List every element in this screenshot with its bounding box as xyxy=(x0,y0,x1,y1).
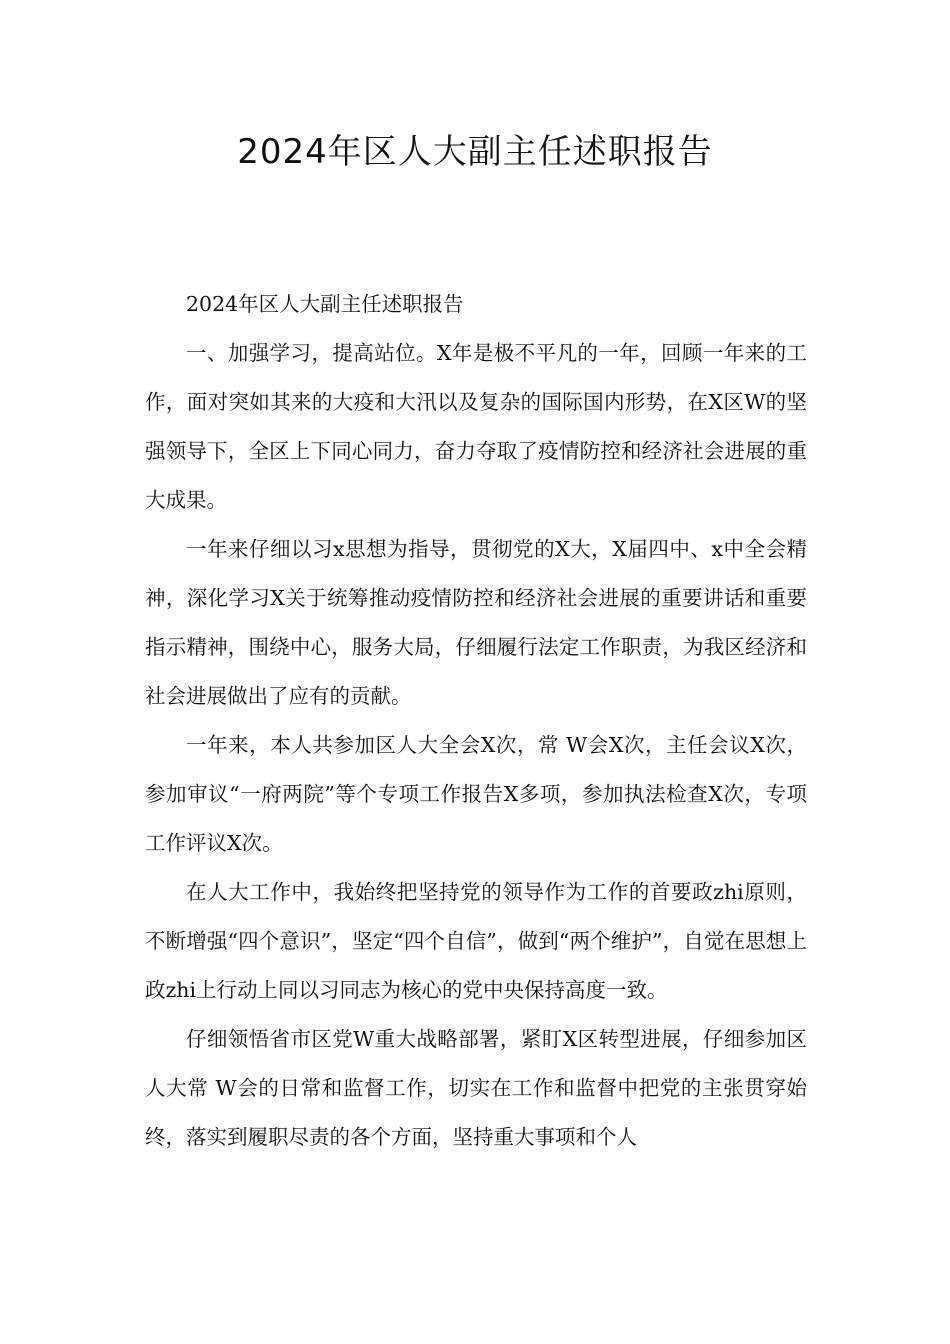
paragraph: 一年来仔细以习x思想为指导，贯彻党的X大，X届四中、x中全会精神，深化学习X关于统筹推动疫情防控和经济社会进展的重要讲话和重要指示精神，围绕中心，服务大局，仔细履行法定工作职责，为我区经济和社会进展做出了应有的贡献。 xyxy=(145,537,807,708)
paragraph: 2024年区人大副主任述职报告 xyxy=(186,292,464,316)
paragraph: 在人大工作中，我始终把坚持党的领导作为工作的首要政zhi原则，不断增强“四个意识”，坚定“四个自信”，做到“两个维护”，自觉在思想上政zhi上行动上同以习同志为核心的党中央保持高度一致。 xyxy=(145,880,807,1002)
document-title: 2024年区人大副主任述职报告 xyxy=(237,132,713,172)
paragraph: 仔细领悟省市区党W重大战略部署，紧盯X区转型进展，仔细参加区人大常 W会的日常和监督工作，切实在工作和监督中把党的主张贯穿始终，落实到履职尽责的各个方面，坚持重大事项和个人 xyxy=(145,1027,807,1149)
paragraph: 一、加强学习，提高站位。X年是极不平凡的一年，回顾一年来的工作，面对突如其来的大疫和大汛以及复杂的国际国内形势，在X区W的坚强领导下，全区上下同心同力，奋力夺取了疫情防控和经济社会进展的重大成果。 xyxy=(145,341,807,512)
paragraph: 一年来，本人共参加区人大全会X次，常 W会X次，主任会议X次，参加审议“一府两院”等个专项工作报告X多项，参加执法检查X次，专项工作评议X次。 xyxy=(145,733,807,855)
document-body xyxy=(145,280,807,1162)
